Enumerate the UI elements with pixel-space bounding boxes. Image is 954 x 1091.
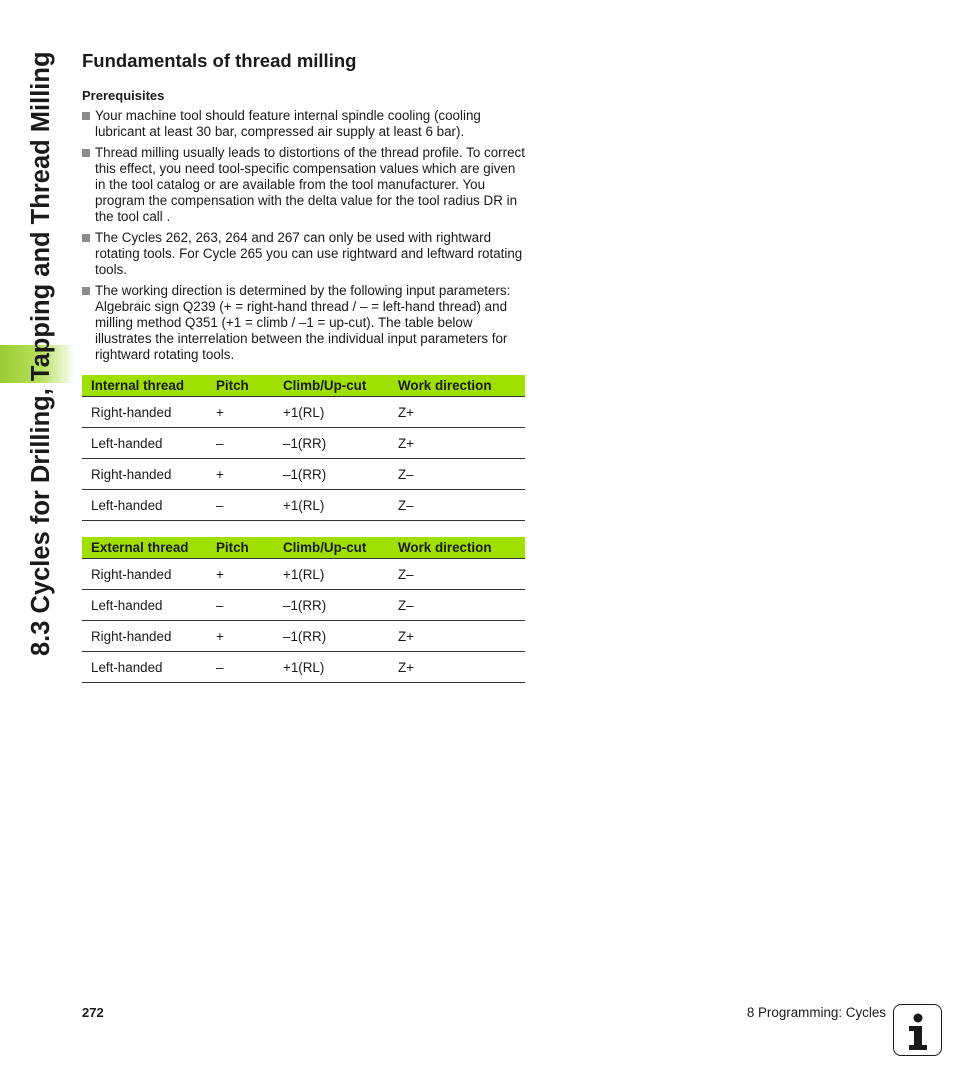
table-cell: –1(RR) bbox=[274, 428, 389, 459]
column-header: Climb/Up-cut bbox=[274, 537, 389, 559]
table-cell: – bbox=[207, 428, 274, 459]
table-row bbox=[82, 428, 525, 459]
table-header-row bbox=[82, 537, 525, 559]
page-number: 272 bbox=[82, 1005, 104, 1020]
table-cell: Z– bbox=[389, 459, 525, 490]
table-cell: –1(RR) bbox=[274, 590, 389, 621]
table-cell: Right-handed bbox=[82, 621, 207, 652]
table-cell: + bbox=[207, 559, 274, 590]
table-cell: Z+ bbox=[389, 621, 525, 652]
table-cell: Z+ bbox=[389, 397, 525, 428]
table-cell: + bbox=[207, 459, 274, 490]
section-title: Fundamentals of thread milling bbox=[82, 50, 357, 71]
prerequisites-list bbox=[82, 108, 527, 368]
table-row bbox=[82, 621, 525, 652]
table-cell: Left-handed bbox=[82, 652, 207, 683]
list-item bbox=[82, 283, 527, 363]
list-item bbox=[82, 145, 527, 225]
table-cell: Right-handed bbox=[82, 559, 207, 590]
table-cell: Z– bbox=[389, 559, 525, 590]
table-cell: – bbox=[207, 490, 274, 521]
table-cell: Right-handed bbox=[82, 459, 207, 490]
bullet-text: Thread milling usually leads to distortions of the thread profile. To correct this effect, you need tool-specific compensation values which are given in the tool catalog or are available from the tool manufacturer. You program the compensation with the delta value for the tool radius DR in the tool call . bbox=[95, 145, 525, 224]
list-item bbox=[82, 230, 527, 278]
subheading-prerequisites: Prerequisites bbox=[82, 88, 165, 103]
column-header: Pitch bbox=[207, 375, 274, 397]
table-cell: –1(RR) bbox=[274, 621, 389, 652]
table-cell: Left-handed bbox=[82, 428, 207, 459]
table-cell: +1(RL) bbox=[274, 652, 389, 683]
bullet-square-icon bbox=[82, 234, 90, 242]
table-cell: Right-handed bbox=[82, 397, 207, 428]
info-glyph bbox=[894, 1005, 941, 1055]
column-header: Climb/Up-cut bbox=[274, 375, 389, 397]
table-cell: +1(RL) bbox=[274, 559, 389, 590]
table-row bbox=[82, 652, 525, 683]
internal-thread-table bbox=[82, 375, 525, 521]
bullet-text: The working direction is determined by the following input parameters: Algebraic sign Q239 (+ = right-hand thread / – = left-hand thread) and milling method Q351 (+1 = climb / –1 = up-cut). The table below illustrates the interrelation between the individual input parameters for rightward rotating tools. bbox=[95, 283, 511, 362]
column-header: Work direction bbox=[389, 537, 525, 559]
table-cell: + bbox=[207, 397, 274, 428]
table-cell: Z– bbox=[389, 490, 525, 521]
table-cell: +1(RL) bbox=[274, 397, 389, 428]
table-row bbox=[82, 490, 525, 521]
table-row bbox=[82, 590, 525, 621]
table-cell: Z+ bbox=[389, 652, 525, 683]
bullet-square-icon bbox=[82, 112, 90, 120]
list-item bbox=[82, 108, 527, 140]
table-cell: – bbox=[207, 652, 274, 683]
info-icon bbox=[893, 1004, 942, 1056]
table-cell: Left-handed bbox=[82, 490, 207, 521]
footer-chapter-title: 8 Programming: Cycles bbox=[746, 1005, 886, 1020]
table-row bbox=[82, 397, 525, 428]
table-cell: Left-handed bbox=[82, 590, 207, 621]
table-cell: Z+ bbox=[389, 428, 525, 459]
table-cell: + bbox=[207, 621, 274, 652]
table-cell: Z– bbox=[389, 590, 525, 621]
column-header: Work direction bbox=[389, 375, 525, 397]
external-thread-table bbox=[82, 537, 525, 683]
table-header-row bbox=[82, 375, 525, 397]
bullet-square-icon bbox=[82, 149, 90, 157]
column-header: Internal thread bbox=[82, 375, 207, 397]
table-cell: +1(RL) bbox=[274, 490, 389, 521]
column-header: Pitch bbox=[207, 537, 274, 559]
bullet-text: The Cycles 262, 263, 264 and 267 can only be used with rightward rotating tools. For Cycle 265 you can use rightward and leftward rotating tools. bbox=[95, 230, 523, 277]
table-cell: –1(RR) bbox=[274, 459, 389, 490]
table-row bbox=[82, 559, 525, 590]
table-row bbox=[82, 459, 525, 490]
chapter-side-title: 8.3 Cycles for Drilling, Tapping and Thread Milling bbox=[27, 51, 55, 656]
column-header: External thread bbox=[82, 537, 207, 559]
bullet-text: Your machine tool should feature internal spindle cooling (cooling lubricant at least 30 bar, compressed air supply at least 6 bar). bbox=[95, 108, 481, 139]
table-cell: – bbox=[207, 590, 274, 621]
bullet-square-icon bbox=[82, 287, 90, 295]
